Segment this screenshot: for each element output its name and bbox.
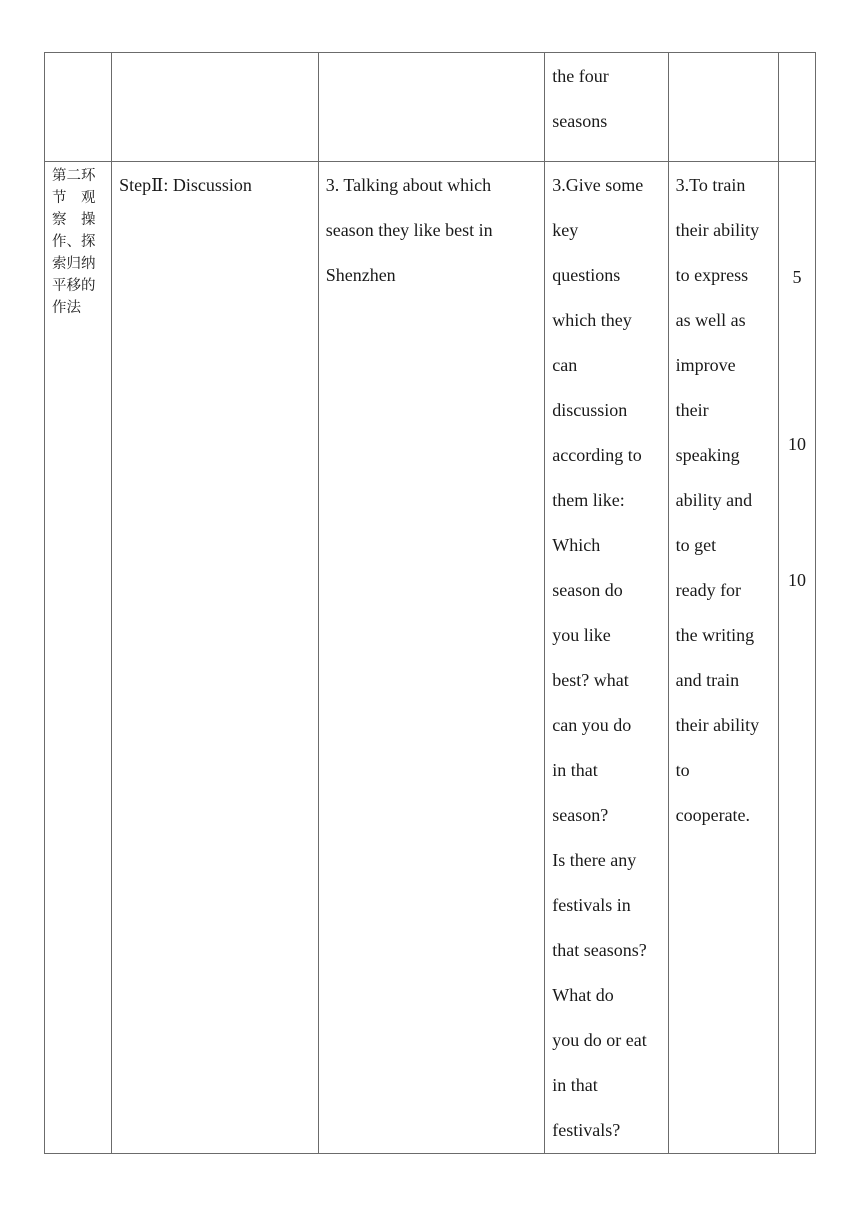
student-activity-cell [318, 53, 545, 162]
minutes-cell [778, 162, 815, 1154]
student-activity-text: 3. Talking about which season they like best in Shenzhen [325, 175, 493, 285]
table-row [45, 53, 816, 162]
purpose-text: 3.To train their ability to express as well as improve their speaking ability and to get ready for the writing and train their ability to cooperate. [675, 175, 760, 825]
minutes-value: 5 [792, 267, 802, 287]
purpose-cell [668, 53, 778, 162]
stage-cell [45, 53, 112, 162]
step-cell [112, 162, 319, 1154]
minutes-value: 10 [787, 570, 806, 590]
step-label: StepⅡ: Discussion [119, 175, 252, 195]
lesson-plan-table [44, 52, 816, 1154]
student-activity-cell [318, 162, 545, 1154]
stage-label: 第二环 节 观 察 操 作、探 索归纳 平移的 作法 [52, 168, 96, 316]
teacher-activity-text: the four seasons [552, 66, 609, 131]
teacher-activity-cell [545, 162, 668, 1154]
minutes-value: 10 [787, 434, 806, 454]
teacher-activity-text: 3.Give some key questions which they can discussion according to them like: Which season do you like best? what can you do in that season? Is there any festivals in that seasons? What do you do or eat in that festivals? [552, 175, 647, 1140]
teacher-activity-cell [545, 53, 668, 162]
stage-cell [45, 162, 112, 1154]
minutes-cell [778, 53, 815, 162]
step-cell [112, 53, 319, 162]
table-row [45, 162, 816, 1154]
purpose-cell [668, 162, 778, 1154]
